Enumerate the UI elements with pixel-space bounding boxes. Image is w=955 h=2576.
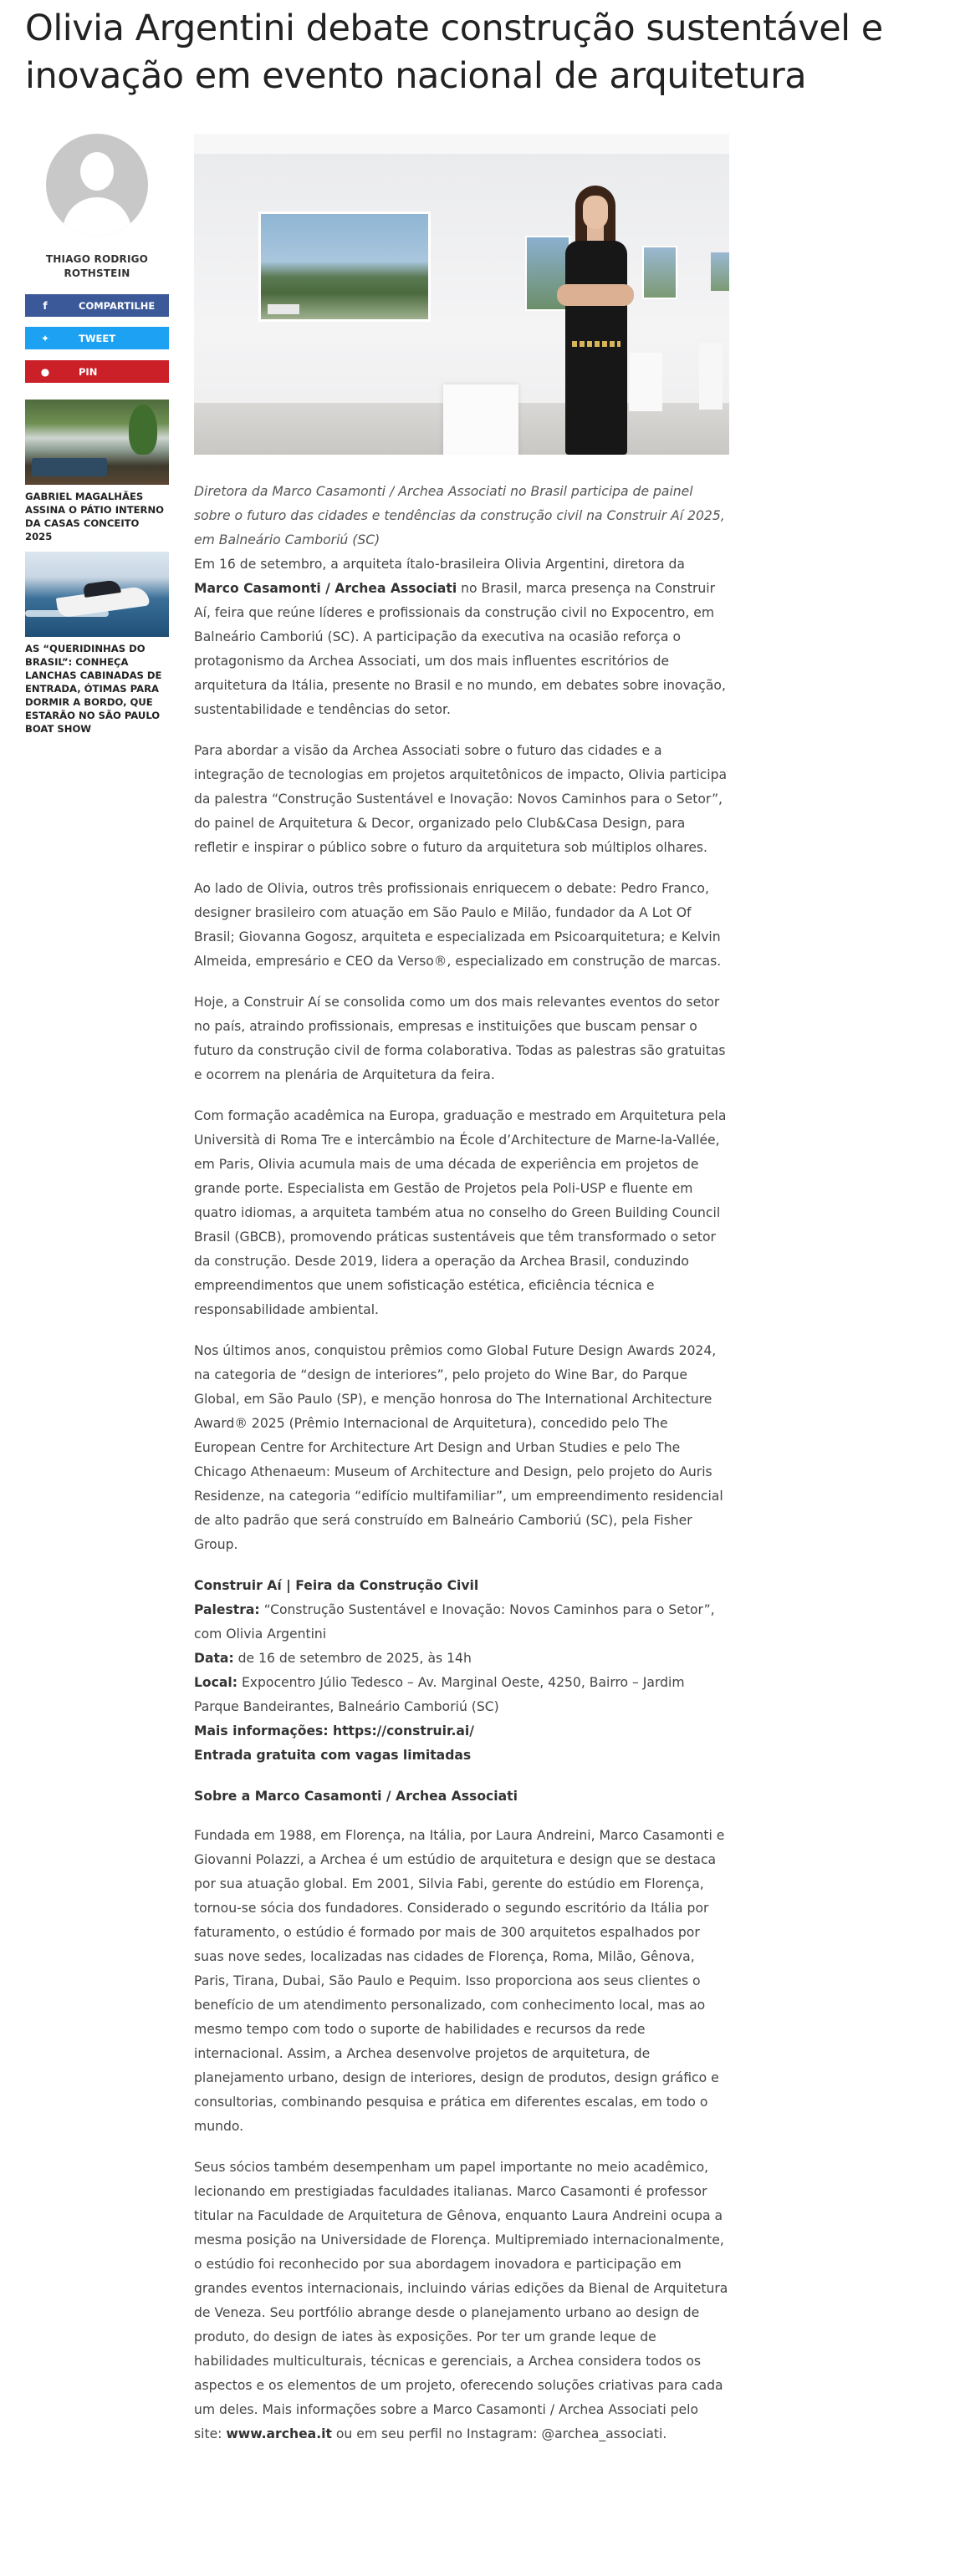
- pinterest-icon: ●: [40, 365, 50, 378]
- paragraph-8: [194, 2156, 729, 2446]
- hero-artwork-large: [261, 214, 428, 319]
- related-caption-patio[interactable]: GABRIEL MAGALHÃES ASSINA O PÁTIO INTERNO DA CASAS CONCEITO 2025: [25, 491, 165, 542]
- event-local-value: Expocentro Júlio Tedesco – Av. Marginal Oeste, 4250, Bairro – Jardim Parque Bandeirantes, Balneário Camboriú (SC): [194, 1675, 685, 1714]
- article-title: Olivia Argentini debate construção sustentável e inovação em evento nacional de arquitetura: [25, 8, 883, 97]
- share-facebook-button[interactable]: [25, 294, 169, 317]
- hero-pedestal-3: [699, 343, 723, 410]
- paragraph-3: Ao lado de Olivia, outros três profissionais enriquecem o debate: Pedro Franco, designer brasileiro com atuação em São Paulo e Milão, fundador da A Lot Of Brasil; Giovanna Gogosz, arquiteta e especializada em Psicoarquitetura; e Kelvin Almeida, empresário e CEO da Verso®, especializado em construção de marcas.: [194, 881, 722, 969]
- related-thumbnail-patio[interactable]: [25, 400, 169, 485]
- event-palestra: [194, 1598, 729, 1647]
- p8-text-a: Seus sócios também desempenham um papel importante no meio acadêmico, lecionando em prestigiadas faculdades italianas. Marco Casamonti é professor titular na Faculdade de Arquitetura de Gênova, enquanto Laura Andreini ocupa a mesma posição na Universidade de Florença. Multipremiado internacionalmente, o estúdio foi reconhecido por sua abordagem inovadora e participação em grandes eventos internacionais, incluindo várias edições da Bienal de Arquitetura de Veneza. Seu portfólio abrange desde o planejamento urbano ao design de produto, do design de iates às exposições. Por ter um grande leque de habilidades multiculturais, técnicas e gerenciais, a Archea considera todos os aspectos e os elementos de um projeto, oferecendo soluções criativas para cada um deles. Mais informações sobre a Marco Casamonti / Archea Associati pelo site:: [194, 2160, 728, 2441]
- share-twitter-button[interactable]: [25, 327, 169, 349]
- paragraph-1: [194, 552, 729, 722]
- event-data-value: de 16 de setembro de 2025, às 14h: [233, 1651, 472, 1666]
- hero-artwork-label: [268, 304, 299, 314]
- hero-person: [554, 186, 637, 455]
- paragraph-7: Fundada em 1988, em Florença, na Itália, por Laura Andreini, Marco Casamonti e Giovanni Polazzi, a Archea é um estúdio de arquitetura e design que se destaca por sua atuação global. Em 2001, Silvia Fabi, gerente do estúdio em Florença, tornou-se sócia dos fundadores. Considerado o segundo escritório da Itália por faturamento, o estúdio é formado por mais de 300 arquitetos espalhados por suas nove sedes, localizadas nas cidades de Florença, Roma, Milão, Gênova, Paris, Tirana, Dubai, São Paulo e Pequim. Isso proporciona aos seus clientes o benefício de um atendimento personalizado, com conhecimento local, mas ao mesmo tempo com todo o suporte de habilidades e recursos da rede internacional. Assim, a Archea desenvolve projetos de arquitetura, de planejamento urbano, design de interiores, design de produtos, design gráfico e consultorias, combinando pesquisa e prática em diferentes escalas, em todo o mundo.: [194, 1828, 725, 2134]
- event-heading: Construir Aí | Feira da Construção Civil: [194, 1578, 479, 1593]
- person-arms: [557, 284, 634, 306]
- about-heading: Sobre a Marco Casamonti / Archea Associati: [194, 1789, 518, 1804]
- paragraph-5: Com formação acadêmica na Europa, graduação e mestrado em Arquitetura pela Università di Roma Tre e intercâmbio na École d’Architecture de Marne-la-Vallée, em Paris, Olivia acumula mais de uma década de experiência em projetos de grande porte. Especialista em Gestão de Projetos pela Poli-USP e fluente em quatro idiomas, a arquiteta também atua no conselho do Green Building Council Brasil (GBCB), promovendo práticas sustentáveis que têm transformado o setor da construção. Desde 2019, lidera a operação da Archea Brasil, conduzindo empreendimentos que unem sofisticação estética, eficiência técnica e responsabilidade ambiental.: [194, 1108, 727, 1317]
- thumb-sofa-shape: [32, 458, 107, 476]
- related-caption-boat[interactable]: AS “QUERIDINHAS DO BRASIL”: CONHEÇA LANCHAS CABINADAS DE ENTRADA, ÓTIMAS PARA DORMIR A BORDO, QUE ESTARÃO NO SÃO PAULO BOAT SHOW: [25, 643, 162, 735]
- hero-pedestal-1: [443, 384, 518, 455]
- event-entrada: Entrada gratuita com vagas limitadas: [194, 1748, 472, 1763]
- archea-website-link[interactable]: www.archea.it: [226, 2426, 332, 2441]
- event-website-link[interactable]: https://construir.ai/: [332, 1723, 474, 1739]
- paragraph-4: Hoje, a Construir Aí se consolida como um dos mais relevantes eventos do setor no país, atraindo profissionais, empresas e instituições que buscam pensar o futuro da construção civil de forma colaborativa. Todas as palestras são gratuitas e ocorrem na plenária de Arquitetura da feira.: [194, 995, 726, 1082]
- event-info-line: [194, 1719, 729, 1744]
- event-data-label: Data:: [194, 1651, 234, 1666]
- event-data: [194, 1647, 729, 1671]
- related-thumbnail-boat[interactable]: [25, 552, 169, 637]
- share-facebook-label: COMPARTILHE: [79, 299, 156, 312]
- instagram-link[interactable]: @archea_associati: [541, 2426, 663, 2441]
- p1-text-a: Em 16 de setembro, a arquiteta ítalo-brasileira Olivia Argentini, diretora da: [194, 557, 685, 572]
- author-name[interactable]: THIAGO RODRIGO ROTHSTEIN: [45, 253, 149, 279]
- event-info-label: Mais informações:: [194, 1723, 333, 1739]
- event-local: [194, 1671, 729, 1719]
- hero-artwork-3: [644, 247, 676, 298]
- person-dress: [565, 241, 627, 455]
- event-palestra-label: Palestra:: [194, 1602, 260, 1617]
- share-pinterest-button[interactable]: [25, 360, 169, 383]
- event-info: [194, 1574, 729, 1768]
- p8-text-b: ou em seu perfil no Instagram:: [331, 2426, 542, 2441]
- paragraph-6: Nos últimos anos, conquistou prêmios como Global Future Design Awards 2024, na categoria de “design de interiores”, pelo projeto do Wine Bar, do Parque Global, em São Paulo (SP), e menção honrosa do The International Architecture Award® 2025 (Prêmio Internacional de Arquitetura), concedido pelo The European Centre for Architecture Art Design and Urban Studies e pelo The Chicago Athenaeum: Museum of Architecture and Design, pelo projeto do Auris Residenze, na categoria “edifício multifamiliar”, um empreendimento residencial de alto padrão que será construído em Balneário Camboriú (SC), pela Fisher Group.: [194, 1343, 723, 1552]
- p8-text-end: .: [662, 2426, 667, 2441]
- avatar-head-shape: [80, 152, 114, 191]
- p1-bold: Marco Casamonti / Archea Associati: [194, 581, 457, 596]
- hero-artwork-4: [711, 252, 729, 291]
- share-pinterest-label: PIN: [79, 365, 98, 378]
- paragraph-2: Para abordar a visão da Archea Associati sobre o futuro das cidades e a integração de tecnologias em projetos arquitetônicos de impacto, Olivia participa da palestra “Construção Sustentável e Inovação: Novos Caminhos para o Setor”, do painel de Arquitetura & Decor, organizado pelo Club&Casa Design, para refletir e inspirar o público sobre o futuro da arquitetura sob múltiplos olhares.: [194, 743, 728, 855]
- twitter-icon: ✦: [40, 332, 50, 344]
- author-avatar[interactable]: [46, 134, 148, 236]
- article-body: [194, 134, 729, 2463]
- hero-ceiling: [194, 134, 729, 154]
- hero-image: [194, 134, 729, 455]
- share-twitter-label: TWEET: [79, 332, 116, 344]
- avatar-body-shape: [63, 197, 131, 236]
- thumb-plant-shape: [129, 405, 157, 455]
- facebook-icon: f: [43, 299, 48, 312]
- event-local-label: Local:: [194, 1675, 237, 1690]
- sidebar: [25, 132, 169, 736]
- p1-text-b: no Brasil, marca presença na Construir Aí, feira que reúne líderes e profissionais da construção civil no Expocentro, em Balneário Camboriú (SC). A participação da executiva na ocasião reforça o protagonismo da Archea Associati, um dos mais influentes escritórios de arquitetura da Itália, presente no Brasil e no mundo, em debates sobre inovação, sustentabilidade e tendências do setor.: [194, 581, 726, 717]
- event-palestra-value: “Construção Sustentável e Inovação: Novos Caminhos para o Setor”, com Olivia Argentini: [194, 1602, 715, 1642]
- image-caption: Diretora da Marco Casamonti / Archea Associati no Brasil participa de painel sobre o futuro das cidades e tendências da construção civil na Construir Aí 2025, em Balneário Camboriú (SC): [194, 484, 725, 547]
- person-face: [583, 196, 608, 229]
- person-belt: [572, 341, 620, 347]
